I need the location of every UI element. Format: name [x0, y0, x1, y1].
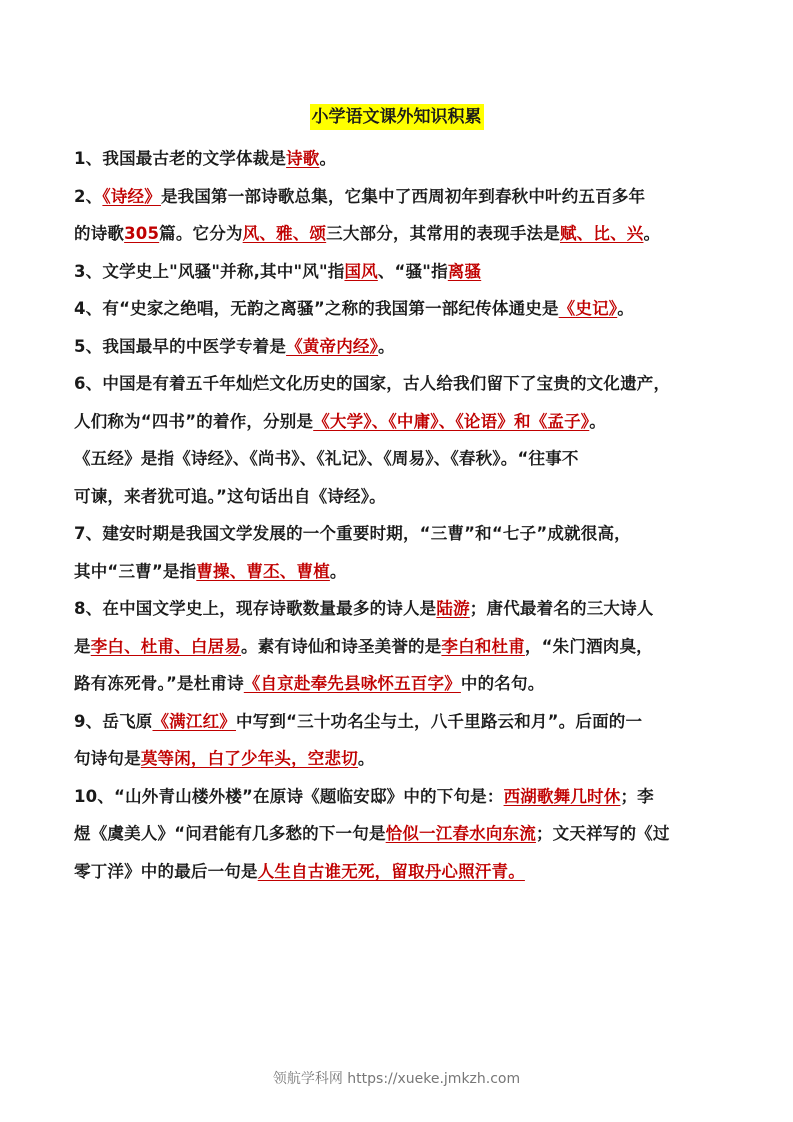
body-text: 7、建安时期是我国文学发展的一个重要时期，“三曹”和“七子”成就很高，: [74, 524, 631, 543]
answer-text: 风、雅、颂: [242, 224, 327, 243]
body-text: 。素有诗仙和诗圣美誉的是: [241, 636, 442, 656]
body-text: 《五经》是指《诗经》、《尚书》、《礼记》、《周易》、《春秋》。“往事不: [74, 449, 579, 468]
text-line: [74, 403, 724, 441]
answer-text: 《诗经》: [102, 186, 161, 206]
body-text: 煜《虞美人》“问君能有几多愁的下一句是: [74, 824, 386, 843]
text-line: [74, 590, 724, 628]
body-text: 5、我国最早的中医学专着是: [74, 336, 287, 356]
body-text: 句诗句是: [74, 749, 141, 768]
text-line: [74, 515, 724, 553]
text-line: [74, 553, 724, 591]
answer-text: 西湖歌舞几时休: [503, 786, 621, 806]
body-text: 。: [329, 561, 347, 581]
body-text: 。: [319, 149, 337, 168]
answer-text: 人生自古谁无死，留取丹心照汗青。: [257, 861, 525, 881]
body-text: 4、有“史家之绝唱，无韵之离骚”之称的我国第一部纪传体通史是: [74, 299, 559, 318]
body-text: 、“骚"指: [377, 261, 448, 281]
body-text: 10、“山外青山楼外楼”在原诗《题临安邸》中的下句是：: [74, 786, 504, 806]
body-text: 其中“三曹”是指: [74, 561, 197, 581]
body-text: 。: [643, 224, 661, 243]
text-line: [74, 328, 724, 366]
text-line: [74, 853, 724, 891]
text-line: [74, 440, 724, 478]
body-text: 是: [74, 636, 91, 656]
answer-text: 《满江红》: [152, 711, 236, 731]
text-line: [74, 628, 724, 666]
body-text: 中写到“三十功名尘与土，八千里路云和月”。后面的一: [235, 711, 643, 731]
body-text: 三大部分，其常用的表现手法是: [326, 224, 560, 243]
body-text: 中的名句。: [460, 674, 545, 693]
body-text: ；文天祥写的《过: [535, 824, 670, 843]
answer-text: 李白、杜甫、白居易: [90, 636, 242, 656]
body-text: ，“朱门酒肉臭，: [524, 636, 653, 656]
body-text: 2、: [74, 186, 103, 206]
answer-text: 莫等闲，白了少年头，空悲切: [140, 749, 358, 768]
answer-text: 陆游: [436, 599, 470, 618]
text-line: [74, 703, 724, 741]
text-line: [74, 365, 724, 403]
text-line: [74, 815, 724, 853]
title-wrap: [0, 104, 793, 130]
body-text: ；李: [620, 786, 654, 806]
text-line: [74, 478, 724, 516]
answer-text: 国风: [344, 261, 378, 281]
answer-text: 《大学》、《中庸》、《论语》和《孟子》: [313, 411, 590, 431]
text-line: [74, 665, 724, 703]
answer-text: 《史记》: [558, 299, 618, 318]
body-text: ；唐代最着名的三大诗人: [469, 599, 654, 618]
text-line: [74, 778, 724, 816]
answer-text: 离骚: [447, 261, 482, 281]
body-text: 。: [357, 749, 375, 768]
text-line: [74, 740, 724, 778]
page-title: 小学语文课外知识积累: [310, 104, 484, 130]
body-text: 可谏，来者犹可追。”这句话出自《诗经》。: [74, 486, 386, 506]
body-text: 的诗歌: [74, 224, 125, 243]
text-line: [74, 290, 724, 328]
text-line: [74, 178, 724, 216]
body-text: 3、文学史上"风骚"并称,其中"风"指: [74, 261, 345, 281]
body-text: 。: [617, 299, 634, 318]
text-line: [74, 140, 724, 178]
answer-text: 《自京赴奉先县咏怀五百字》: [243, 674, 461, 693]
body-text: 1、我国最古老的文学体裁是: [74, 149, 287, 168]
answer-text: 李白和杜甫: [441, 636, 525, 656]
answer-text: 诗歌: [286, 149, 320, 168]
answer-text: 305: [124, 224, 160, 243]
body-text: 是我国第一部诗歌总集，它集中了西周初年到春秋中叶约五百多年: [160, 186, 646, 206]
body-text: 9、岳飞原: [74, 711, 153, 731]
body-text: 路有冻死骨。”是杜甫诗: [74, 674, 244, 693]
body-text: 。: [589, 411, 606, 431]
body-text: 零丁洋》中的最后一句是: [74, 861, 258, 881]
answer-text: 曹操、曹丕、曹植: [196, 561, 330, 581]
footer-watermark: 领航学科网 https://xueke.jmkzh.com: [272, 1071, 521, 1087]
answer-text: 赋、比、兴: [559, 224, 644, 243]
answer-text: 恰似一江春水向东流: [385, 824, 536, 843]
answer-text: 《黄帝内经》: [286, 336, 379, 356]
body-text: 人们称为“四书”的着作，分别是: [74, 411, 314, 431]
text-line: [74, 253, 724, 291]
body-text: 。: [378, 336, 395, 356]
body-text: 8、在中国文学史上，现存诗歌数量最多的诗人是: [74, 599, 437, 618]
text-line: [74, 215, 724, 253]
document-body: [74, 140, 724, 890]
body-text: 6、中国是有着五千年灿烂文化历史的国家，古人给我们留下了宝贵的文化遗产，: [74, 374, 671, 393]
body-text: 篇。它分为: [159, 224, 243, 243]
